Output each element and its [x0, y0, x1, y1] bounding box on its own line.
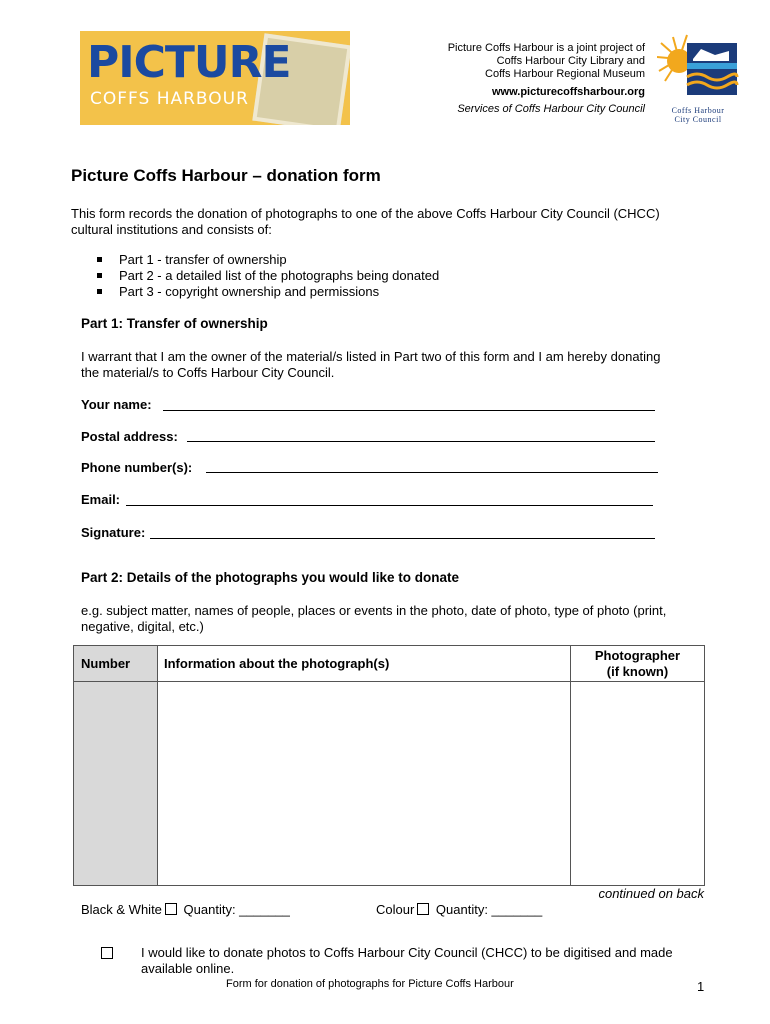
colour-quantity-row: [376, 902, 542, 918]
part2-heading: Part 2: Details of the photographs you would like to donate: [81, 570, 460, 585]
council-logo: [657, 33, 739, 129]
logo-subtitle: COFFS HARBOUR: [90, 89, 249, 109]
services-text: Services of Coffs Harbour City Council: [457, 103, 645, 115]
council-name-1: Coffs Harbour: [671, 106, 725, 115]
address-field[interactable]: [187, 441, 655, 442]
footer-text: Form for donation of photographs for Picture Coffs Harbour: [226, 978, 514, 990]
info-cell[interactable]: [158, 682, 571, 886]
logo-word: PICTURE: [87, 37, 291, 88]
continued-note: continued on back: [598, 886, 704, 901]
header-line-1: Picture Coffs Harbour is a joint project of: [447, 42, 645, 54]
intro-text: This form records the donation of photographs to one of the above Coffs Harbour City Council (CHCC) cultural institutions and consists of:: [71, 206, 660, 237]
parts-list: [94, 252, 439, 300]
photographer-header-line2: (if known): [606, 663, 669, 679]
example-text: e.g. subject matter, names of people, places or events in the photo, date of photo, type of photo (print, negative, digital, etc.): [81, 603, 667, 634]
signature-field[interactable]: [150, 538, 655, 539]
phone-field[interactable]: [206, 472, 658, 473]
photo-details-table: [73, 645, 705, 886]
table-row: [74, 682, 705, 886]
digitise-text: I would like to donate photos to Coffs Harbour City Council (CHCC) to be digitised and made available online.: [141, 945, 673, 976]
page-number: 1: [697, 979, 705, 994]
bw-quantity-row: [81, 902, 290, 918]
sun-sea-emblem-icon: [657, 33, 739, 105]
website-link[interactable]: www.picturecoffsharbour.org: [492, 86, 645, 98]
email-field[interactable]: [126, 505, 653, 506]
bw-label: Black & White: [81, 902, 162, 917]
table-header-row: [74, 646, 705, 682]
header-line-3: Coffs Harbour Regional Museum: [485, 68, 645, 80]
part1-heading: Part 1: Transfer of ownership: [81, 316, 268, 331]
list-item: Part 3 - copyright ownership and permissions: [94, 284, 439, 300]
colour-label: Colour: [376, 902, 415, 917]
number-header: Number: [74, 646, 158, 682]
bw-checkbox[interactable]: [165, 903, 177, 915]
warrant-text: I warrant that I am the owner of the material/s listed in Part two of this form and I am hereby donating the material/s to Coffs Harbour City Council.: [81, 349, 661, 380]
info-header: Information about the photograph(s): [158, 646, 571, 682]
bw-quantity[interactable]: Quantity: _______: [183, 902, 290, 917]
email-label: Email:: [81, 492, 121, 507]
photographer-header: [571, 646, 705, 682]
name-field[interactable]: [163, 410, 655, 411]
colour-quantity[interactable]: Quantity: _______: [435, 902, 543, 917]
number-cell[interactable]: [74, 682, 158, 886]
digitise-checkbox[interactable]: [101, 947, 113, 959]
address-label: Postal address:: [81, 429, 178, 444]
page-title: Picture Coffs Harbour – donation form: [71, 166, 381, 185]
name-label: Your name:: [81, 397, 152, 412]
council-name-2: City Council: [674, 115, 722, 124]
header-line-2: Coffs Harbour City Library and: [496, 55, 645, 67]
phone-label: Phone number(s):: [81, 460, 193, 475]
picture-coffs-harbour-logo: [80, 31, 350, 125]
photographer-cell[interactable]: [571, 682, 705, 886]
colour-checkbox[interactable]: [417, 903, 429, 915]
photographer-header-line1: Photographer: [594, 647, 681, 663]
signature-label: Signature:: [81, 525, 146, 540]
list-item: Part 2 - a detailed list of the photographs being donated: [94, 268, 439, 284]
list-item: Part 1 - transfer of ownership: [94, 252, 439, 268]
